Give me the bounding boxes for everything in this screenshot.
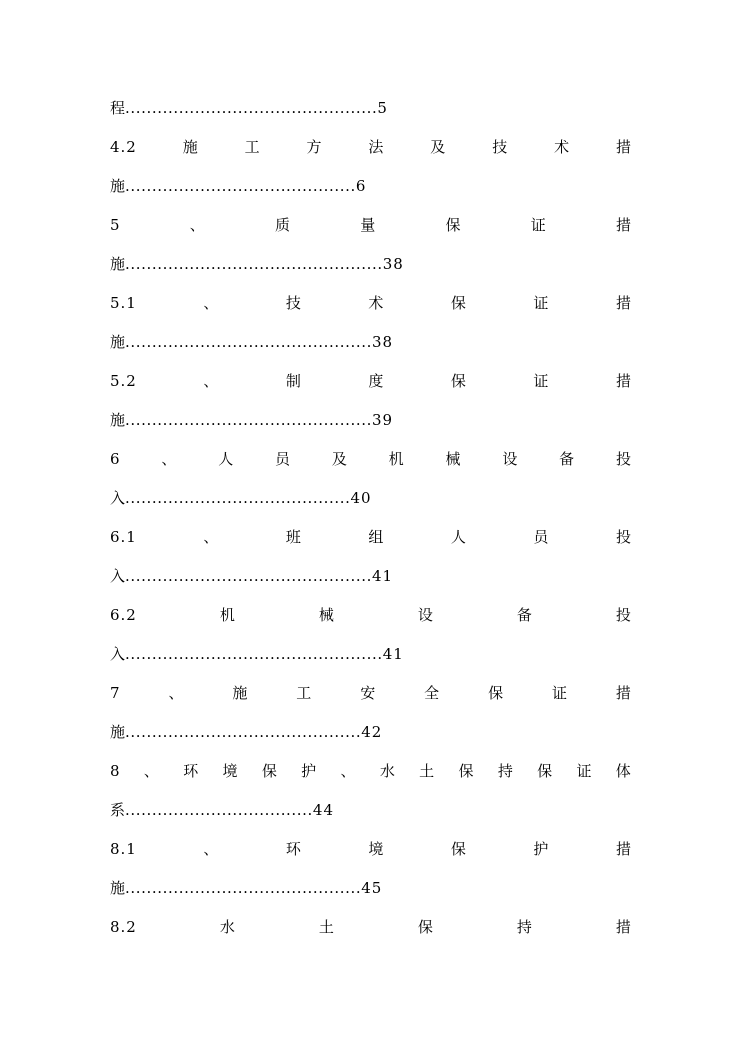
toc-continuation-line <box>110 330 393 354</box>
toc-dot-leader: .............................................. <box>125 567 372 585</box>
toc-heading-char: 保 <box>458 762 475 780</box>
toc-continuation-line <box>110 798 334 822</box>
toc-heading-char: 、 <box>203 372 220 390</box>
toc-continuation-line <box>110 252 404 276</box>
toc-continuation-line <box>110 486 372 510</box>
toc-heading-char: 员 <box>275 450 292 468</box>
toc-heading-char: 措 <box>615 138 632 156</box>
toc-continuation-line <box>110 96 388 120</box>
toc-heading-char: 、 <box>143 762 160 780</box>
toc-heading-char: 备 <box>559 450 576 468</box>
toc-heading-char: 措 <box>615 918 632 936</box>
toc-heading-char: 证 <box>551 684 568 702</box>
toc-heading-tail: 入 <box>110 489 126 507</box>
toc-page-number: 45 <box>361 879 383 897</box>
toc-continuation-line <box>110 720 382 744</box>
toc-page-number: 38 <box>382 255 404 273</box>
toc-continuation-line <box>110 642 404 666</box>
toc-heading-tail: 施 <box>110 723 126 741</box>
toc-page-number: 42 <box>361 723 383 741</box>
toc-page-number: 40 <box>350 489 372 507</box>
toc-heading-char: 境 <box>368 840 385 858</box>
toc-heading-char: 措 <box>615 216 632 234</box>
toc-dot-leader: .......................................... <box>125 489 351 507</box>
toc-page-number: 38 <box>371 333 394 351</box>
toc-heading-char: 保 <box>450 840 467 858</box>
toc-heading-char: 保 <box>537 762 554 780</box>
toc-heading-char: 持 <box>516 918 533 936</box>
toc-heading-char: 工 <box>296 684 313 702</box>
toc-heading-line <box>110 213 632 237</box>
toc-heading-char: 械 <box>445 450 462 468</box>
toc-heading-char: 组 <box>368 528 385 546</box>
toc-dot-leader: ............................................... <box>125 99 378 117</box>
toc-heading-char: 、 <box>161 450 178 468</box>
toc-heading-line <box>110 447 632 471</box>
toc-dot-leader: .............................................. <box>125 333 372 351</box>
toc-section-number: 7 <box>110 684 121 702</box>
toc-heading-char: 技 <box>285 294 302 312</box>
toc-heading-char: 人 <box>218 450 235 468</box>
toc-heading-line <box>110 291 632 315</box>
toc-heading-char: 全 <box>424 684 441 702</box>
toc-section-number: 8.1 <box>110 840 137 858</box>
toc-heading-tail: 程 <box>110 99 126 117</box>
toc-heading-char: 度 <box>368 372 385 390</box>
toc-heading-char: 护 <box>301 762 318 780</box>
toc-dot-leader: ................................... <box>125 801 313 819</box>
toc-heading-char: 证 <box>533 294 550 312</box>
toc-heading-char: 措 <box>615 684 632 702</box>
toc-heading-char: 环 <box>183 762 200 780</box>
toc-section-number: 4.2 <box>110 138 137 156</box>
toc-section-number: 8.2 <box>110 918 137 936</box>
toc-heading-char: 保 <box>450 372 467 390</box>
toc-heading-line <box>110 759 632 783</box>
toc-heading-char: 、 <box>340 762 357 780</box>
toc-dot-leader: .............................................. <box>125 411 372 429</box>
toc-continuation-line <box>110 876 382 900</box>
toc-heading-char: 量 <box>360 216 377 234</box>
toc-section-number: 5.1 <box>110 294 137 312</box>
toc-page-number: 6 <box>355 177 367 195</box>
toc-heading-tail: 施 <box>110 411 126 429</box>
toc-continuation-line <box>110 408 393 432</box>
toc-heading-char: 施 <box>182 138 199 156</box>
toc-continuation-line <box>110 564 393 588</box>
toc-heading-tail: 施 <box>110 255 126 273</box>
toc-heading-char: 安 <box>360 684 377 702</box>
toc-heading-char: 设 <box>502 450 519 468</box>
toc-heading-char: 持 <box>497 762 514 780</box>
toc-heading-char: 境 <box>222 762 239 780</box>
toc-heading-char: 投 <box>615 606 632 624</box>
toc-heading-char: 环 <box>285 840 302 858</box>
toc-heading-char: 班 <box>285 528 302 546</box>
toc-heading-char: 员 <box>533 528 550 546</box>
toc-heading-char: 、 <box>168 684 185 702</box>
toc-heading-char: 方 <box>306 138 323 156</box>
toc-heading-line <box>110 915 632 939</box>
toc-heading-tail: 入 <box>110 645 126 663</box>
toc-heading-char: 证 <box>533 372 550 390</box>
toc-heading-char: 法 <box>368 138 385 156</box>
toc-heading-tail: 入 <box>110 567 126 585</box>
toc-heading-char: 、 <box>203 840 220 858</box>
toc-heading-char: 投 <box>615 528 632 546</box>
toc-heading-char: 技 <box>492 138 509 156</box>
toc-page-number: 41 <box>371 567 394 585</box>
toc-section-number: 6.1 <box>110 528 137 546</box>
toc-heading-char: 保 <box>417 918 434 936</box>
toc-heading-char: 备 <box>516 606 533 624</box>
toc-heading-char: 质 <box>275 216 292 234</box>
toc-heading-char: 、 <box>203 528 220 546</box>
toc-section-number: 6.2 <box>110 606 137 624</box>
toc-heading-line <box>110 837 632 861</box>
toc-page-number: 44 <box>312 801 334 819</box>
toc-heading-char: 保 <box>488 684 505 702</box>
toc-heading-line <box>110 369 632 393</box>
toc-heading-char: 措 <box>615 840 632 858</box>
toc-heading-char: 及 <box>430 138 447 156</box>
toc-heading-char: 及 <box>331 450 348 468</box>
toc-heading-char: 术 <box>554 138 571 156</box>
toc-section-number: 5.2 <box>110 372 137 390</box>
toc-heading-char: 措 <box>615 372 632 390</box>
toc-heading-line <box>110 135 632 159</box>
toc-section-number: 5 <box>110 216 121 234</box>
toc-heading-char: 护 <box>533 840 550 858</box>
toc-heading-line <box>110 525 632 549</box>
toc-heading-char: 施 <box>232 684 249 702</box>
toc-heading-char: 证 <box>530 216 547 234</box>
toc-page-number: 41 <box>382 645 404 663</box>
toc-heading-char: 设 <box>417 606 434 624</box>
toc-heading-char: 机 <box>388 450 405 468</box>
toc-heading-char: 工 <box>244 138 261 156</box>
toc-heading-char: 制 <box>285 372 302 390</box>
toc-heading-char: 投 <box>615 450 632 468</box>
toc-heading-char: 措 <box>615 294 632 312</box>
toc-heading-char: 机 <box>219 606 236 624</box>
toc-heading-char: 水 <box>379 762 396 780</box>
toc-heading-char: 、 <box>203 294 220 312</box>
toc-heading-char: 、 <box>189 216 206 234</box>
toc-continuation-line <box>110 174 366 198</box>
toc-section-number: 6 <box>110 450 121 468</box>
toc-heading-char: 械 <box>318 606 335 624</box>
toc-heading-char: 土 <box>419 762 436 780</box>
toc-dot-leader: ............................................ <box>125 879 362 897</box>
toc-heading-char: 土 <box>318 918 335 936</box>
toc-heading-tail: 施 <box>110 177 126 195</box>
toc-page-number: 5 <box>377 99 388 117</box>
toc-heading-tail: 施 <box>110 333 126 351</box>
toc-heading-line <box>110 603 632 627</box>
toc-heading-line <box>110 681 632 705</box>
toc-page-number: 39 <box>371 411 394 429</box>
toc-heading-char: 术 <box>368 294 385 312</box>
toc-heading-char: 保 <box>445 216 462 234</box>
toc-dot-leader: ................................................ <box>125 255 383 273</box>
toc-heading-char: 人 <box>450 528 467 546</box>
toc-heading-char: 证 <box>576 762 593 780</box>
toc-dot-leader: ........................................... <box>125 177 356 195</box>
toc-section-number: 8 <box>110 762 121 780</box>
toc-dot-leader: ................................................ <box>125 645 383 663</box>
toc-heading-char: 保 <box>261 762 278 780</box>
toc-heading-tail: 系 <box>110 801 126 819</box>
toc-dot-leader: ............................................ <box>125 723 362 741</box>
toc-heading-tail: 施 <box>110 879 126 897</box>
toc-heading-char: 保 <box>450 294 467 312</box>
toc-heading-char: 体 <box>615 762 632 780</box>
toc-heading-char: 水 <box>219 918 236 936</box>
